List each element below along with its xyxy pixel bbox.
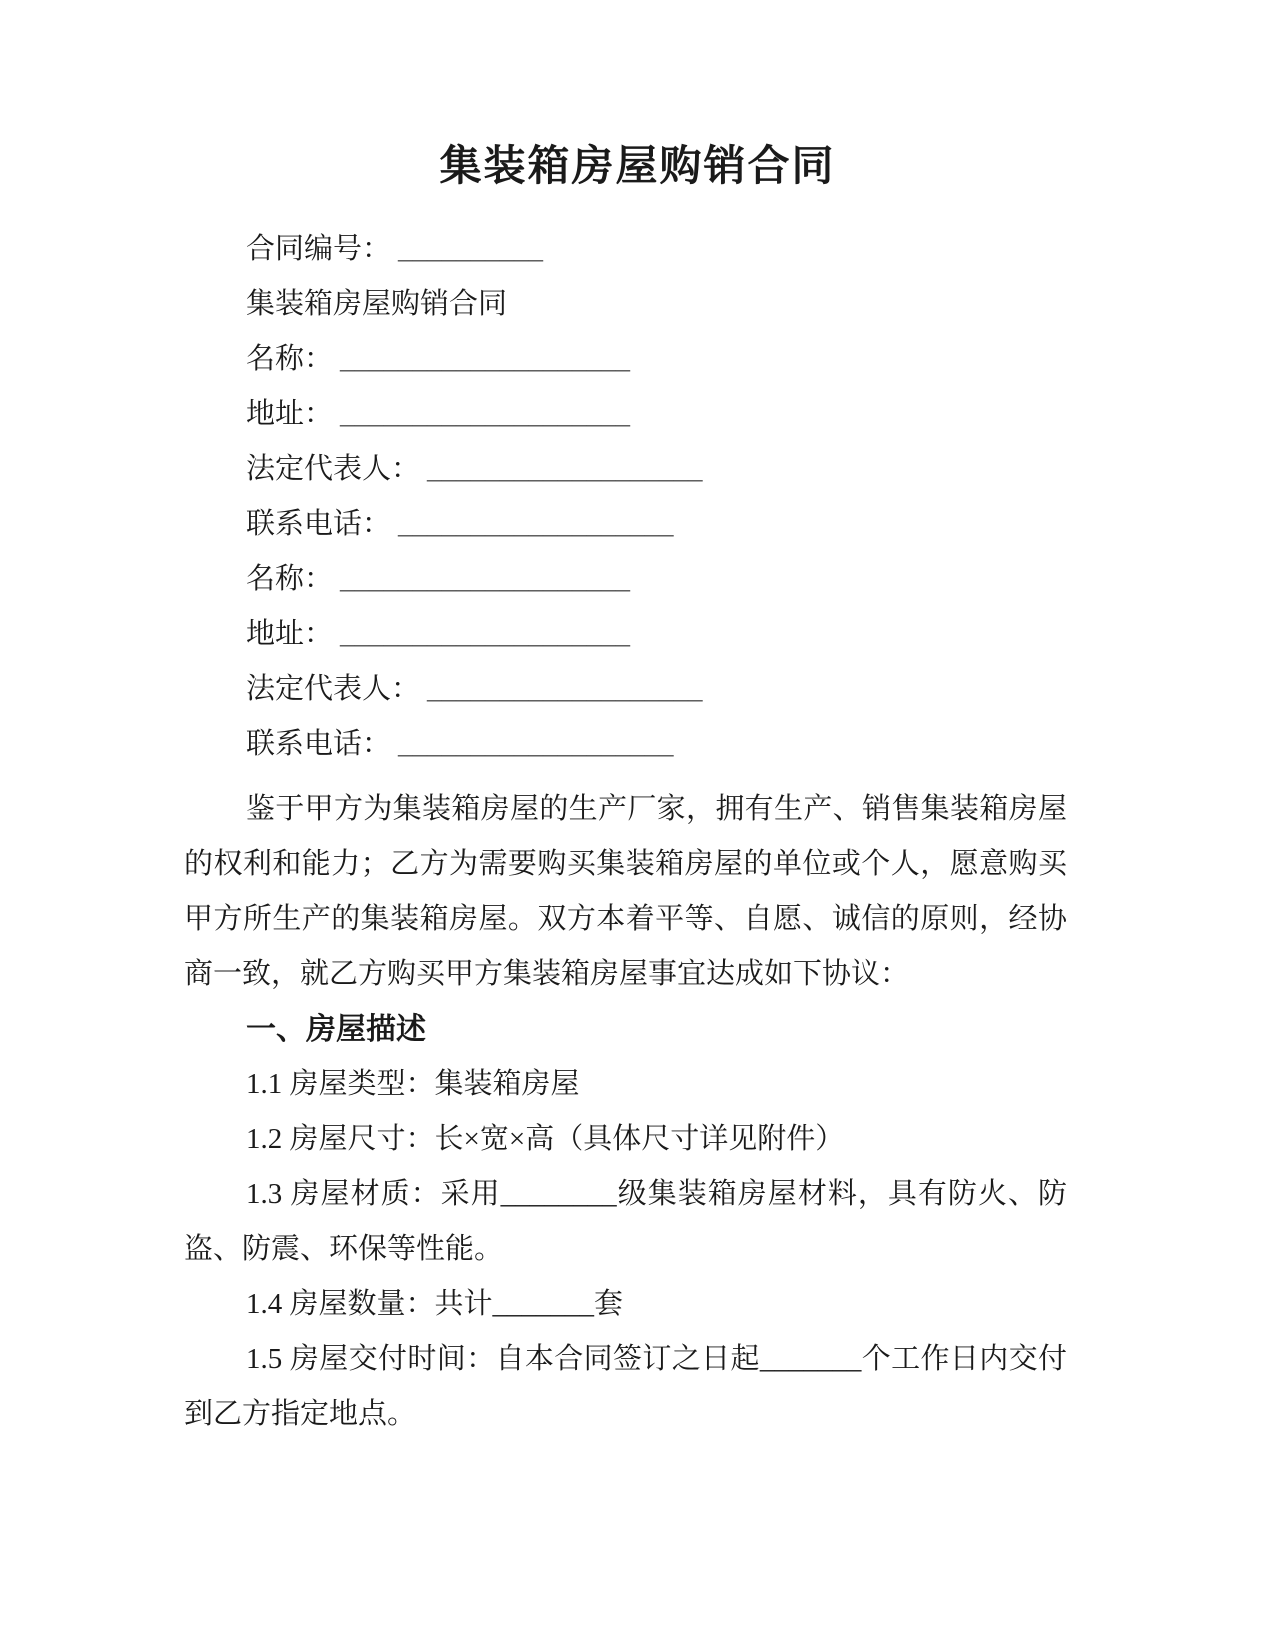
document-title: 集装箱房屋购销合同 <box>439 144 836 190</box>
party-b-representative-line <box>184 662 1067 717</box>
field-label: 名称： <box>246 343 334 376</box>
blank-underline: ____________________ <box>340 343 631 376</box>
field-label: 地址： <box>246 398 334 431</box>
preamble-paragraph: 鉴于甲方为集装箱房屋的生产厂家，拥有生产、销售集装箱房屋的权利和能力；乙方为需要购买集装箱房屋的单位或个人，愿意购买甲方所生产的集装箱房屋。双方本着平等、自愿、诚信的原则，经协商一致，就乙方购买甲方集装箱房屋事宜达成如下协议： <box>184 793 1067 991</box>
party-a-address-line <box>184 387 1067 442</box>
subtitle-text: 集装箱房屋购销合同 <box>246 288 508 321</box>
blank-underline: __________ <box>398 233 544 266</box>
clause-1-2: 1.2 房屋尺寸：长×宽×高（具体尺寸详见附件） <box>246 1123 845 1156</box>
clause-1-5: 1.5 房屋交付时间：自本合同签订之日起_______个工作日内交付到乙方指定地点。 <box>184 1343 1067 1431</box>
party-b-phone-line <box>184 717 1067 772</box>
clause-1-4: 1.4 房屋数量：共计_______套 <box>246 1288 624 1321</box>
party-b-name-line <box>184 552 1067 607</box>
contract-number-line <box>184 222 1067 277</box>
blank-underline: ___________________ <box>398 728 674 761</box>
party-a-phone-line <box>184 497 1067 552</box>
clause-1-3: 1.3 房屋材质：采用________级集装箱房屋材料，具有防火、防盗、防震、环保等性能。 <box>184 1178 1067 1266</box>
blank-underline: ___________________ <box>427 673 703 706</box>
blank-underline: ____________________ <box>340 563 631 596</box>
party-a-representative-line <box>184 442 1067 497</box>
field-label: 法定代表人： <box>246 673 421 706</box>
party-b-address-line <box>184 607 1067 662</box>
field-label: 联系电话： <box>246 508 392 541</box>
field-label: 地址： <box>246 618 334 651</box>
field-label: 合同编号： <box>246 233 392 266</box>
field-label: 名称： <box>246 563 334 596</box>
blank-underline: ____________________ <box>340 398 631 431</box>
blank-underline: ____________________ <box>340 618 631 651</box>
blank-underline: ___________________ <box>398 508 674 541</box>
section-1-heading: 一、房屋描述 <box>246 1013 426 1047</box>
blank-underline: ___________________ <box>427 453 703 486</box>
clause-1-1: 1.1 房屋类型：集装箱房屋 <box>246 1068 580 1101</box>
subtitle-line <box>184 277 1067 332</box>
field-label: 联系电话： <box>246 728 392 761</box>
party-a-name-line <box>184 332 1067 387</box>
field-label: 法定代表人： <box>246 453 421 486</box>
document-body <box>0 192 1275 1442</box>
